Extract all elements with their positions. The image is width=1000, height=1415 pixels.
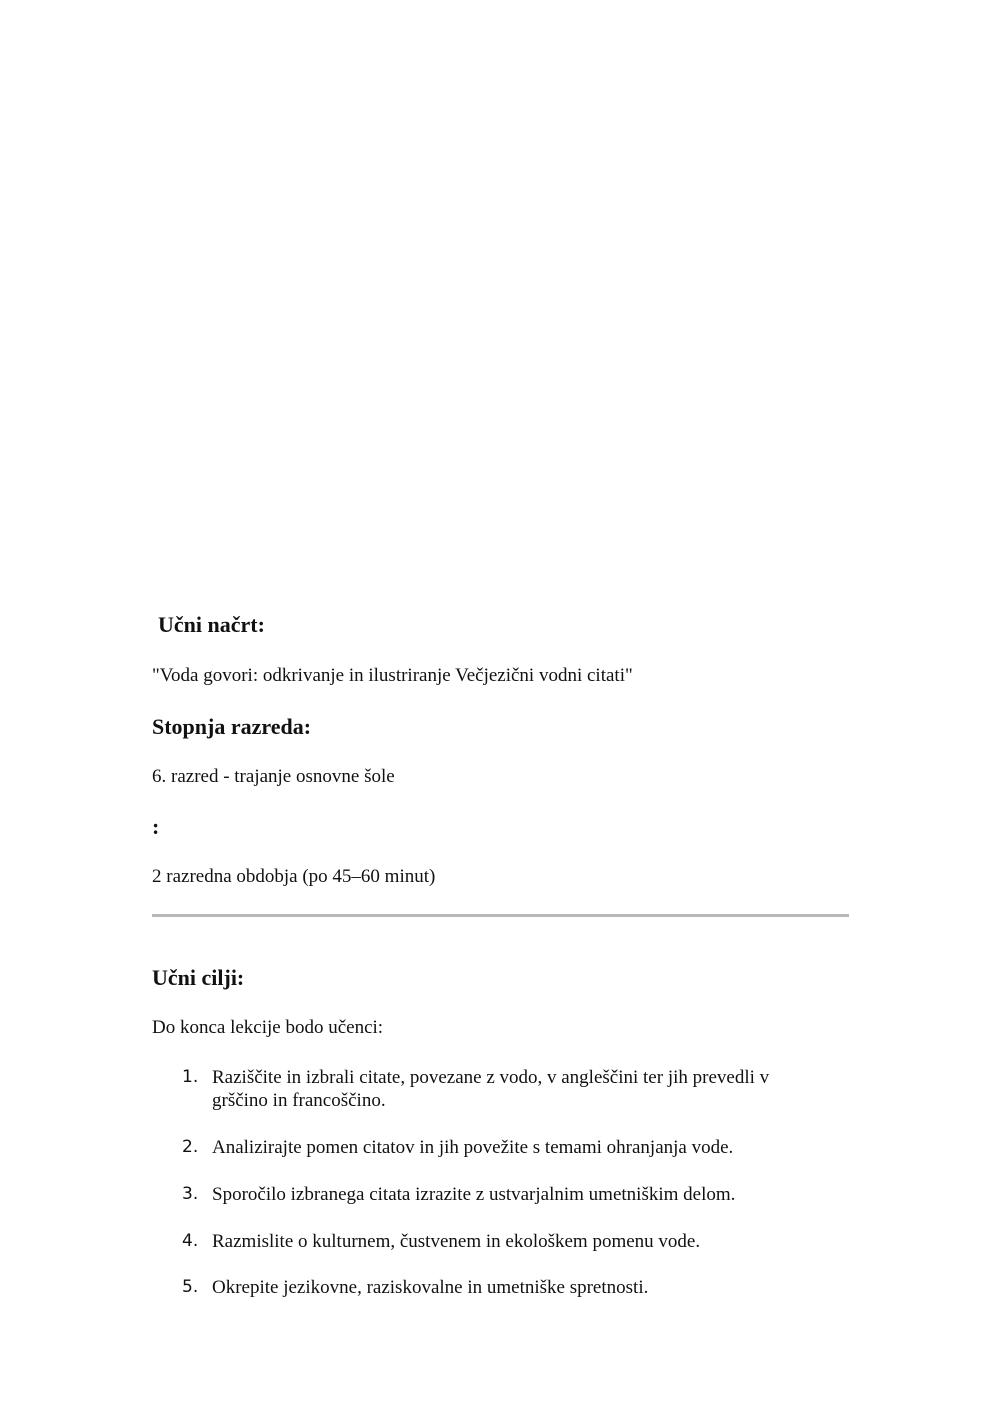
plan-heading: Učni načrt: [158,612,265,637]
list-item-text: Raziščite in izbrali citate, povezane z vodo, v angleščini ter jih prevedli v grščino in francoščino. [212,1066,770,1112]
list-item-number: 4. [182,1230,199,1251]
goals-list [152,1066,849,1301]
list-item-number: 3. [182,1183,199,1204]
goals-heading: Učni cilji: [152,965,245,991]
duration-heading: : [152,814,160,840]
list-item [152,1066,812,1114]
list-item-number: 2. [182,1137,199,1158]
grade-value: 6. razred - trajanje osnovne šole [152,765,395,787]
list-item [152,1183,812,1207]
duration-value: 2 razredna obdobja (po 45–60 minut) [152,865,436,887]
list-item [152,1276,812,1300]
list-item-text: Okrepite jezikovne, raziskovalne in umetniške spretnosti. [212,1277,649,1299]
goals-intro: Do konca lekcije bodo učenci: [152,1016,384,1038]
lesson-plan-content [152,612,849,1323]
list-item-text: Analizirajte pomen citatov in jih povežite s temami ohranjanja vode. [212,1137,734,1159]
list-item [152,1230,812,1254]
section-divider [152,914,849,917]
list-item-number: 1. [182,1066,199,1087]
list-item-text: Sporočilo izbranega citata izrazite z ustvarjalnim umetniškim delom. [212,1183,736,1205]
grade-heading: Stopnja razreda: [152,714,312,740]
list-item [152,1136,812,1160]
list-item-text: Razmislite o kulturnem, čustvenem in ekološkem pomenu vode. [212,1230,701,1252]
plan-title: "Voda govori: odkrivanje in ilustriranje Večjezični vodni citati" [152,665,633,687]
list-item-number: 5. [182,1277,199,1298]
